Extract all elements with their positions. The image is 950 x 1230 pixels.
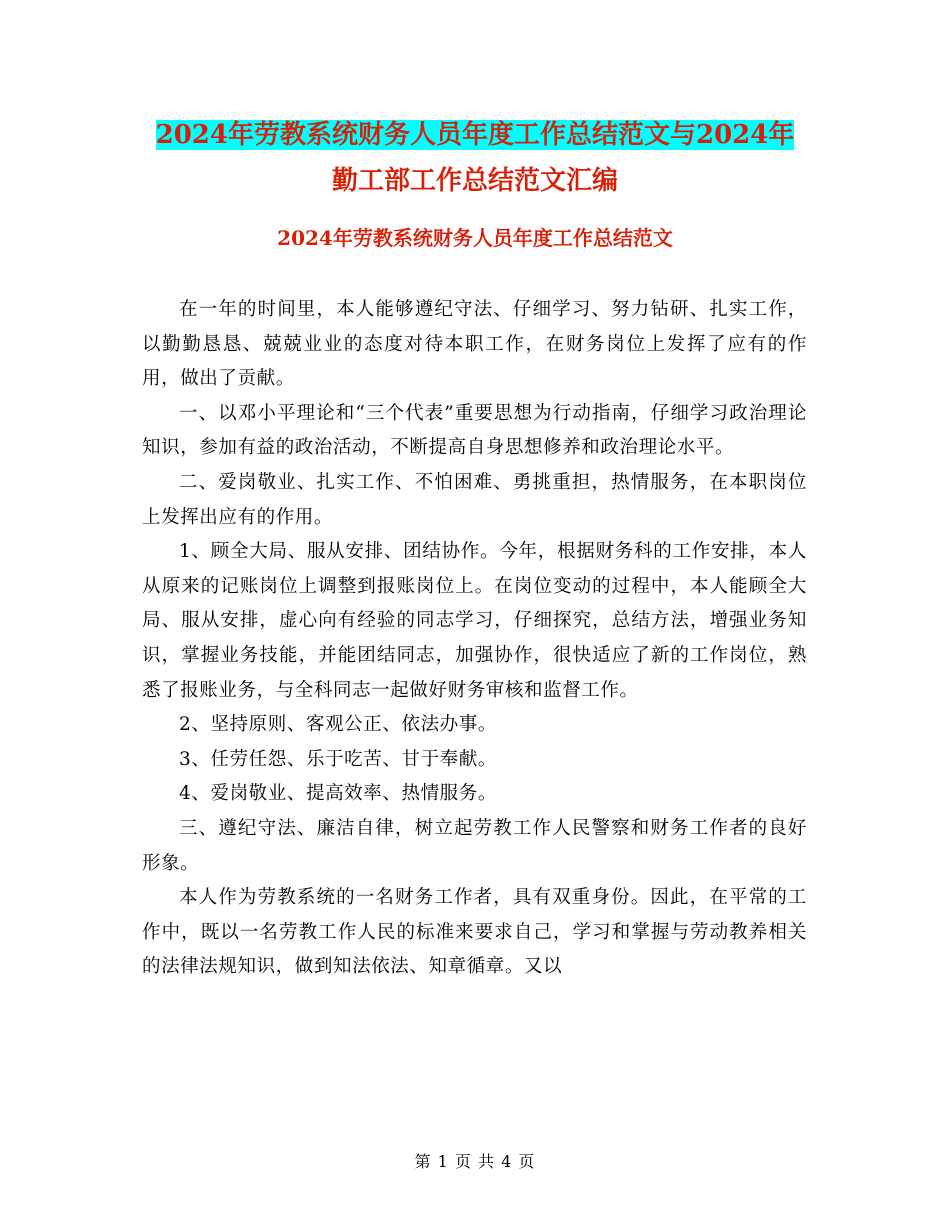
section-title: 2024年劳教系统财务人员年度工作总结范文 — [277, 226, 673, 250]
paragraph: 一、以邓小平理论和“三个代表”重要思想为行动指南，仔细学习政治理论知识，参加有益的政治活动，不断提高自身思想修养和政治理论水平。 — [142, 402, 807, 459]
paragraph: 4、爱岗敬业、提高效率、热情服务。 — [179, 783, 497, 805]
paragraph: 本人作为劳教系统的一名财务工作者，具有双重身份。因此，在平常的工作中，既以一名劳教工作人民的标准来要求自己，学习和掌握与劳动教养相关的法律法规知识，做到知法依法、知章循章。又以 — [142, 887, 807, 978]
paragraph: 二、爱岗敬业、扎实工作、不怕困难、勇挑重担，热情服务，在本职岗位上发挥出应有的作用。 — [142, 471, 807, 528]
main-title-line-1: 2024年劳教系统财务人员年度工作总结范文与2024年 — [155, 120, 795, 150]
paragraph: 1、顾全大局、服从安排、团结协作。今年，根据财务科的工作安排，本人从原来的记账岗位上调整到报账岗位上。在岗位变动的过程中，本人能顾全大局、服从安排，虚心向有经验的同志学习，仔细探究，总结方法，增强业务知识，掌握业务技能，并能团结同志，加强协作，很快适应了新的工作岗位，熟悉了报账业务，与全科同志一起做好财务审核和监督工作。 — [142, 541, 807, 701]
paragraph: 2、坚持原则、客观公正、依法办事。 — [179, 714, 497, 736]
paragraph: 三、遵纪守法、廉洁自律，树立起劳教工作人民警察和财务工作者的良好形象。 — [142, 817, 807, 874]
paragraph: 在一年的时间里，本人能够遵纪守法、仔细学习、努力钻研、扎实工作，以勤勤恳恳、兢兢业业的态度对待本职工作，在财务岗位上发挥了应有的作用，做出了贡献。 — [142, 299, 807, 390]
main-title-line-2: 勤工部工作总结范文汇编 — [331, 166, 618, 196]
body-text — [142, 293, 807, 985]
main-title — [140, 112, 810, 204]
page-number-footer: 第 1 页 共 4 页 — [414, 1152, 536, 1171]
paragraph: 3、任劳任怨、乐于吃苦、甘于奉献。 — [179, 748, 497, 770]
